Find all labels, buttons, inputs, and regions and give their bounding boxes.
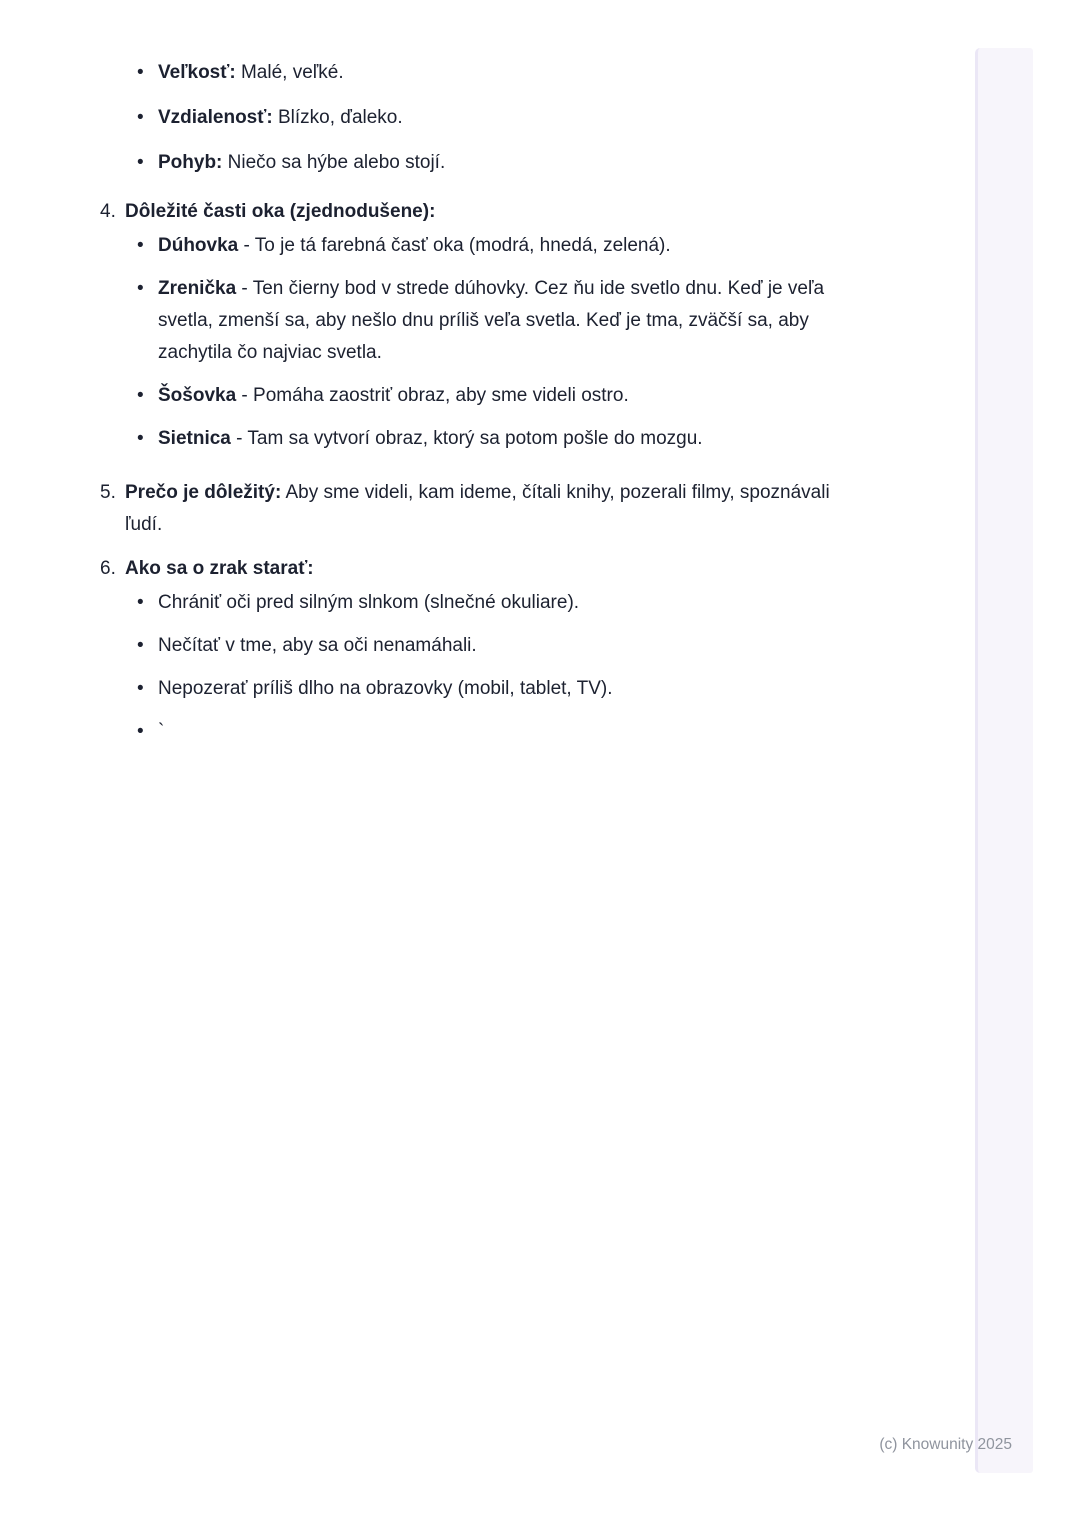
- list-item-text: Chrániť oči pred silným slnkom (slnečné okuliare).: [158, 592, 580, 613]
- term-description: - Pomáha zaostriť obraz, aby sme videli ostro.: [236, 385, 629, 406]
- list-item: [125, 273, 832, 369]
- list-item-text: [158, 102, 832, 134]
- eye-care-list: [125, 587, 832, 748]
- term-description: - To je tá farebná časť oka (modrá, hnedá, zelená).: [238, 235, 671, 256]
- list-item: [125, 630, 832, 662]
- notes-content: [100, 57, 832, 748]
- bullet-icon: •: [137, 592, 144, 613]
- bullet-icon: •: [137, 385, 144, 406]
- bullet-icon: •: [137, 152, 144, 173]
- term-label: Sietnica: [158, 428, 231, 449]
- list-item-text: [158, 230, 832, 262]
- term-description: Blízko, ďaleko.: [272, 107, 403, 128]
- term-label: Šošovka: [158, 385, 237, 406]
- item-body: [125, 196, 832, 455]
- numbered-item-5: [100, 477, 832, 541]
- item-body: [125, 477, 832, 541]
- term-description: - Ten čierny bod v strede dúhovky. Cez ňu ide svetlo dnu. Keď je veľa svetla, zmenší sa, aby nešlo dnu príliš veľa svetla. Keď je tma, zväčší sa, aby zachytila čo najviac svetla.: [158, 278, 825, 363]
- list-item: [125, 423, 832, 455]
- section-heading: Ako sa o zrak starať:: [125, 558, 314, 579]
- intro-bullet-list: [100, 57, 832, 179]
- bullet-icon: •: [137, 107, 144, 128]
- list-item: [125, 587, 832, 619]
- term-label: Zrenička: [158, 278, 237, 299]
- list-item-text: [158, 273, 832, 369]
- term-label: Pohyb:: [158, 152, 223, 173]
- bullet-icon: •: [137, 235, 144, 256]
- bullet-icon: •: [137, 428, 144, 449]
- list-item: [100, 147, 832, 179]
- bullet-icon: •: [137, 678, 144, 699]
- term-label: Vzdialenosť:: [158, 107, 273, 128]
- numbered-item-6: [100, 553, 832, 748]
- item-number: 5.: [100, 482, 116, 503]
- copyright-footer: (c) Knowunity 2025: [879, 1436, 1012, 1453]
- list-item-text: [158, 380, 832, 412]
- section-heading: Prečo je dôležitý:: [125, 482, 282, 503]
- term-description: - Tam sa vytvorí obraz, ktorý sa potom pošle do mozgu.: [230, 428, 703, 449]
- page-edge-strip: [975, 48, 1033, 1473]
- list-item-text: [158, 423, 832, 455]
- term-description: Niečo sa hýbe alebo stojí.: [222, 152, 446, 173]
- section-heading: Dôležité časti oka (zjednodušene):: [125, 201, 436, 222]
- term-description: Malé, veľké.: [235, 62, 344, 83]
- list-item: [125, 673, 832, 705]
- list-item-text: Nečítať v tme, aby sa oči nenamáhali.: [158, 635, 477, 656]
- list-item: [125, 230, 832, 262]
- list-item: [100, 102, 832, 134]
- list-item: [125, 716, 832, 748]
- eye-parts-list: [125, 230, 832, 455]
- bullet-icon: •: [137, 278, 144, 299]
- term-label: Dúhovka: [158, 235, 239, 256]
- list-item-text: `: [158, 721, 165, 742]
- list-item-text: [158, 57, 832, 89]
- list-item-text: Nepozerať príliš dlho na obrazovky (mobil, tablet, TV).: [158, 678, 613, 699]
- list-item-text: [158, 147, 832, 179]
- list-item: [100, 57, 832, 89]
- section-text: Aby sme videli, kam ideme, čítali knihy, pozerali filmy, spoznávali ľudí.: [125, 482, 830, 535]
- bullet-icon: •: [137, 635, 144, 656]
- bullet-icon: •: [137, 62, 144, 83]
- term-label: Veľkosť:: [158, 62, 236, 83]
- bullet-icon: •: [137, 721, 144, 742]
- item-body: [125, 553, 832, 748]
- numbered-item-4: [100, 196, 832, 455]
- item-number: 4.: [100, 201, 116, 222]
- list-item: [125, 380, 832, 412]
- item-number: 6.: [100, 558, 116, 579]
